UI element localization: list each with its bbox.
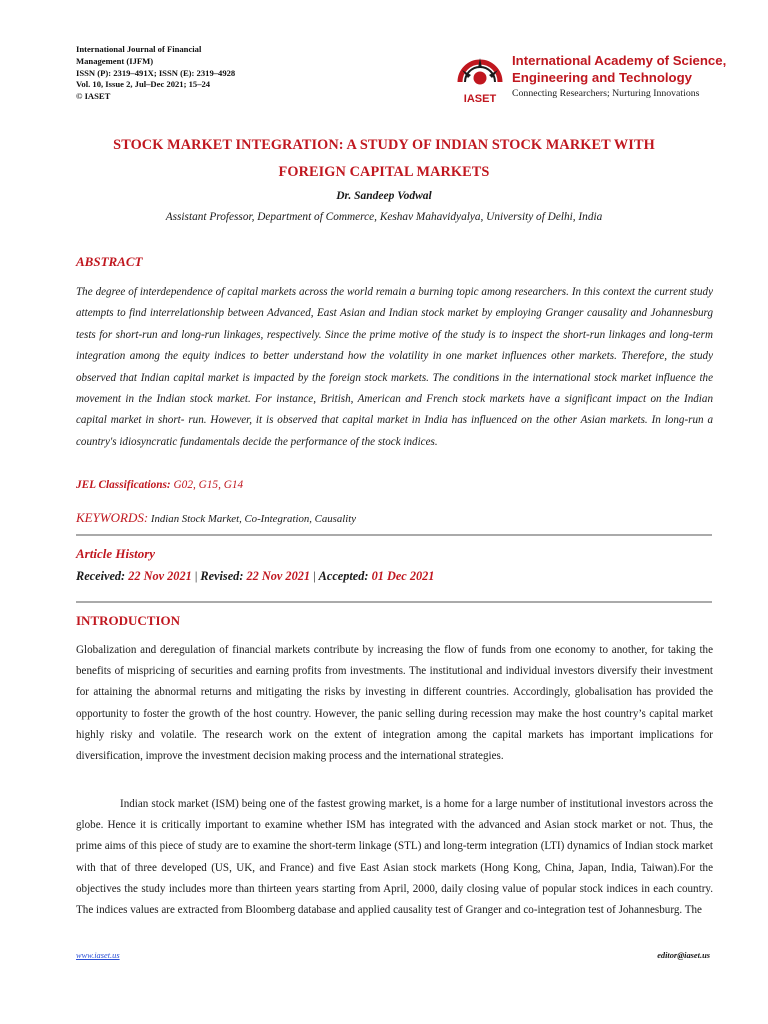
introduction-paragraph-2: Indian stock market (ISM) being one of the fastest growing market, is a home for a large number of institutional investors across the globe. Hence it is critically important to examine whether ISM has integrated with the advanced and Asian stock market or not. Thus, the prime aims of this piece of study are to examine the short-term linkage (STL) and long-term integration (LTI) dynamics of Indian stock market with that of three developed (US, UK, and France) and five East Asian stock markets (Hong Kong, China, Japan, India, Taiwan).For the objectives the study includes more than thirteen years starting from April, 2000, daily closing value of popular stock indices in each country. The indices values are extracted from Bloomberg database and applied causality test of Granger and co-integration test of Johannesburg. The xyxy=(76,798,713,917)
logo-name-line2: Engineering and Technology xyxy=(512,70,692,85)
footer-website-link[interactable]: www.iaset.us xyxy=(76,951,120,960)
article-history-heading: Article History xyxy=(76,546,156,561)
paper-title xyxy=(60,132,708,186)
jel-value: G02, G15, G14 xyxy=(170,479,244,491)
journal-info xyxy=(76,44,336,103)
accepted-label: Accepted: xyxy=(318,569,369,583)
abstract-heading: ABSTRACT xyxy=(76,254,143,269)
journal-volume: Vol. 10, Issue 2, Jul–Dec 2021; 15–24 xyxy=(76,79,211,90)
author-affiliation: Assistant Professor, Department of Commerce, Keshav Mahavidyalya, University of Delhi, India xyxy=(165,211,603,223)
iaset-logo xyxy=(452,48,727,108)
introduction-heading: INTRODUCTION xyxy=(76,613,181,628)
jel-classifications xyxy=(76,479,243,491)
divider-top xyxy=(76,534,712,536)
paper-title-line2: FOREIGN CAPITAL MARKETS xyxy=(278,164,490,180)
keywords xyxy=(76,509,356,527)
paper-title-line1: STOCK MARKET INTEGRATION: A STUDY OF INDIAN STOCK MARKET WITH xyxy=(113,137,655,153)
abstract-text: The degree of interdependence of capital markets across the world remain a burning topic among researchers. In this context the current study attempts to find interrelationship between Advanced, East Asian and Indian stock market by employing Granger causality and Johannesburg tests for short-run and long-run linkages, respectively. Since the prime motive of the study is to inspect the short-run linkages and long-term integration among the equity indices to better understand how the volatility in one market influences other markets. Therefore, the study observed that Indian capital market is impacted by the foreign stock markets. The conditions in the international stock market influence the movement in the Indian stock market. For instance, British, American and French stock markets have a significant impact on the Indian capital market in short- run. However, it is observed that capital market in India has influenced on the other Asian markets. In long-run a country's idiosyncratic fundamentals decide the performance of the stock indices. xyxy=(76,286,713,448)
article-history-dates xyxy=(76,569,434,584)
footer-email: editor@iaset.us xyxy=(657,951,710,960)
revised-label: Revised: xyxy=(200,569,244,583)
keywords-value: Indian Stock Market, Co-Integration, Causality xyxy=(148,513,357,525)
iaset-logo-mark xyxy=(452,48,508,106)
keywords-label: KEYWORDS: xyxy=(76,510,149,525)
logo-tagline: Connecting Researchers; Nurturing Innovations xyxy=(512,88,700,99)
author-name: Dr. Sandeep Vodwal xyxy=(336,190,432,202)
journal-issn: ISSN (P): 2319–491X; ISSN (E): 2319–4928 xyxy=(76,67,236,78)
introduction-paragraph-1: Globalization and deregulation of financial markets contribute by increasing the flow of funds from one economy to another, for taking the benefits of mispricing of securities and earning profits from investments. The institutional and individual investors diversify their investment for attaining the abnormal returns and mitigating the risks by investing in different countries. Accordingly, globalisation has provided the opportunity to foster the growth of the host country. However, the panic selling during recession may make the host country’s capital market highly risky and volatile. The research work on the extent of integration among the capital markets has important implications for diversification, improve the investment decision making process and the international strategies. xyxy=(76,644,713,763)
revised-date: 22 Nov 2021 xyxy=(243,569,311,583)
received-label: Received: xyxy=(76,569,126,583)
logo-mark-text: IASET xyxy=(463,93,497,105)
accepted-date: 01 Dec 2021 xyxy=(368,569,435,583)
logo-name-line1: International Academy of Science, xyxy=(512,53,727,68)
received-date: 22 Nov 2021 xyxy=(125,569,192,583)
journal-name-line1: International Journal of Financial xyxy=(76,44,202,54)
journal-copyright: © IASET xyxy=(76,91,111,102)
divider-bottom xyxy=(76,601,712,603)
jel-label: JEL Classifications: xyxy=(76,479,171,491)
logo-name xyxy=(512,52,727,86)
history-separator: | xyxy=(191,569,201,583)
history-separator: | xyxy=(310,569,319,583)
journal-name-line2: Management (IJFM) xyxy=(76,55,154,66)
